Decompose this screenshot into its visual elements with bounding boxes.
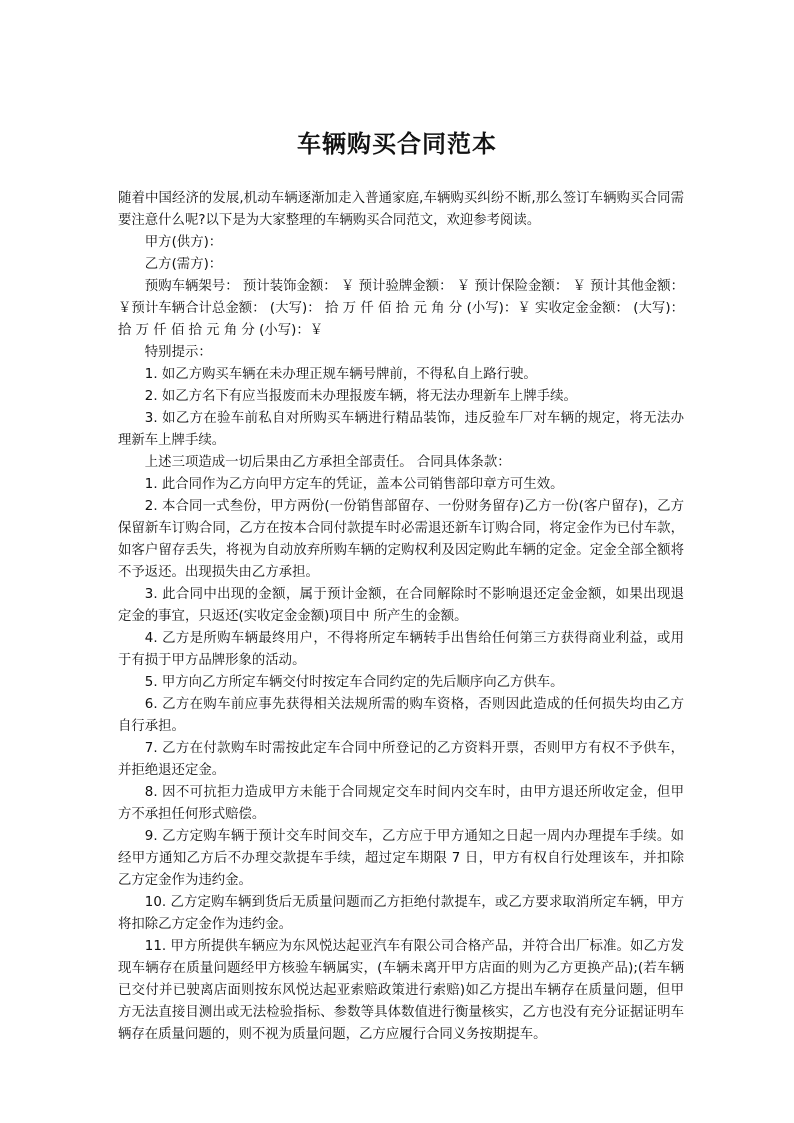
clause-item: 11. 甲方所提供车辆应为东风悦达起亚汽车有限公司合格产品，并符合出厂标准。如乙方发现车辆存在质量问题经甲方核验车辆属实，(车辆未离开甲方店面的则为乙方更换产品);(若车辆已交付并已驶离店面则按东风悦达起亚索赔政策进行索赔)如乙方提出车辆存在质量问题，但甲方无法直接目测出或无法检验指标、参数等具体数值进行衡量核实，乙方也没有充分证据证明车辆存在质量问题的，则不视为质量问题，乙方应履行合同义务按期提车。 xyxy=(118,939,684,1042)
amounts-paragraph: 预购车辆架号： 预计装饰金额： ￥ 预计验牌金额： ￥ 预计保险金额： ￥ 预计其他金额： ￥预计车辆合计总金额： (大写)： 拾 万 仟 佰 拾 元 角 分 (小写)：￥ 实收定金金额： (大写)： 拾 万 仟 佰 拾 元 角 分 (小写)：￥ xyxy=(118,279,684,338)
clause-item: 2. 本合同一式叁份，甲方两份(一份销售部留存、一份财务留存)乙方一份(客户留存)，乙方保留新车订购合同，乙方在按本合同付款提车时必需退还新车订购合同，将定金作为已付车款，如客户留存丢失，将视为自动放弃所购车辆的定购权利及因定购此车辆的定金。定金全部全额将不予返还。出现损失由乙方承担。 xyxy=(118,499,684,580)
clause-item: 7. 乙方在付款购车时需按此定车合同中所登记的乙方资料开票，否则甲方有权不予供车，并拒绝退还定金。 xyxy=(118,741,684,778)
notice-item: 2. 如乙方名下有应当报废而未办理报废车辆，将无法办理新车上牌手续。 xyxy=(144,389,577,404)
document-body xyxy=(118,188,684,1046)
clause-item: 1. 此合同作为乙方向甲方定车的凭证，盖本公司销售部印章方可生效。 xyxy=(144,477,564,492)
party-a-line: 甲方(供方)： xyxy=(144,235,223,250)
notice-item: 3. 如乙方在验车前私自对所购买车辆进行精品装饰，违反验车厂对车辆的规定，将无法办理新车上牌手续。 xyxy=(118,411,684,448)
clause-item: 9. 乙方定购车辆于预计交车时间交车，乙方应于甲方通知之日起一周内办理提车手续。如经甲方通知乙方后不办理交款提车手续，超过定车期限 7 日，甲方有权自行处理该车，并扣除乙方定金作为违约金。 xyxy=(118,829,684,888)
clause-item: 6. 乙方在购车前应事先获得相关法规所需的购车资格，否则因此造成的任何损失均由乙方自行承担。 xyxy=(118,697,684,734)
clause-item: 8. 因不可抗拒力造成甲方未能于合同规定交车时间内交车时，由甲方退还所收定金，但甲方不承担任何形式赔偿。 xyxy=(118,785,684,822)
document-title: 车辆购买合同范本 xyxy=(297,130,497,158)
party-b-line: 乙方(需方)： xyxy=(144,257,223,272)
notice-item: 1. 如乙方购买车辆在未办理正规车辆号牌前，不得私自上路行驶。 xyxy=(144,367,537,382)
special-notice-heading: 特别提示： xyxy=(144,345,212,360)
clause-item: 10. 乙方定购车辆到货后无质量问题而乙方拒绝付款提车，或乙方要求取消所定车辆，甲方将扣除乙方定金作为违约金。 xyxy=(118,895,684,932)
intro-paragraph: 随着中国经济的发展,机动车辆逐渐加走入普通家庭,车辆购买纠纷不断,那么签订车辆购买合同需要注意什么呢?以下是为大家整理的车辆购买合同范文，欢迎参考阅读。 xyxy=(118,191,684,228)
clause-item: 4. 乙方是所购车辆最终用户，不得将所定车辆转手出售给任何第三方获得商业利益，或用于有损于甲方品牌形象的活动。 xyxy=(118,631,684,668)
clause-item: 3. 此合同中出现的金额，属于预计金额，在合同解除时不影响退还定金金额，如果出现退定金的事宜，只返还(实收定金金额)项目中 所产生的金额。 xyxy=(118,587,684,624)
clause-item: 5. 甲方向乙方所定车辆交付时按定车合同约定的先后顺序向乙方供车。 xyxy=(144,675,564,690)
summary-line: 上述三项造成一切后果由乙方承担全部责任。 合同具体条款： xyxy=(144,455,511,470)
